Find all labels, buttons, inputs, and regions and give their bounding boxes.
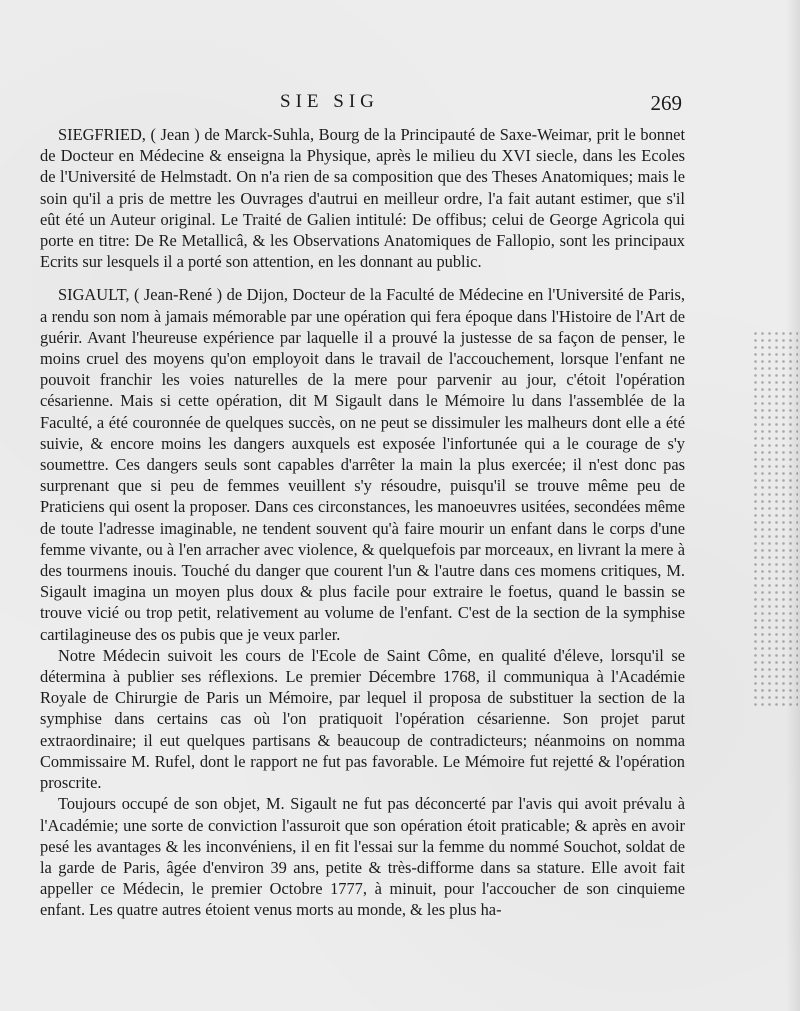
article-sigault-paragraph-3: Toujours occupé de son objet, M. Sigault ne fut pas déconcerté par l'avis qui avoit prévalu à l'Académie; une sorte de conviction l'assuroit que son opération étoit praticable; & après en avoir pesé les avantages & les inconvéniens, il en fit l'essai sur la femme du nommé Souchot, soldat de la garde de Paris, âgée d'environ 39 ans, petite & très-difforme dans sa stature. Elle avoit fait appeller ce Médecin, le premier Octobre 1777, à minuit, pour l'accoucher de son cinquieme enfant. Les quatre autres étoient venus morts au monde, & les plus ha- xyxy=(40,794,685,920)
page-edge-shadow xyxy=(786,0,800,1011)
page-number: 269 xyxy=(650,91,682,115)
text-body xyxy=(40,124,685,921)
running-head xyxy=(0,91,800,121)
article-siegfried-paragraph-1: SIEGFRIED, ( Jean ) de Marck-Suhla, Bourg de la Principauté de Saxe-Weimar, prit le bonnet de Docteur en Médecine & enseigna la Physique, après le milieu du XVI siecle, dans les Ecoles de l'Université de Helmstadt. On n'a rien de sa composition que des Theses Anatomiques; mais le soin qu'il a pris de mettre les Ouvrages d'autrui en meilleur ordre, l'a fait autant estimer, que s'il eût été un Auteur original. Le Traité de Galien intitulé: De offibus; celui de George Agricola qui porte en titre: De Re Metallicâ, & les Observations Anatomiques de Fallopio, sont les principaux Ecrits sur lesquels il a porté son attention, en les donnant au public. xyxy=(40,125,685,272)
article-sigault-paragraph-1: SIGAULT, ( Jean-René ) de Dijon, Docteur de la Faculté de Médecine en l'Université de Paris, a rendu son nom à jamais mémorable par une opération qui fera époque dans l'Histoire de l'Art de guérir. Avant l'heureuse expérience par laquelle il a prouvé la justesse de sa façon de penser, le moins cruel des moyens qu'on employoit dans le travail de l'accouchement, lorsque l'enfant ne pouvoit franchir les voies naturelles de la mere pour parvenir au jour, c'étoit l'opération césarienne. Mais si cette opération, dit M Sigault dans le Mémoire lu dans l'assemblée de la Faculté, a été couronnée de quelques succès, on ne peut se dissimuler les malheurs dont elle a été suivie, & encore moins les dangers auxquels est exposée l'infortunée qui a le courage de s'y soumettre. Ces dangers seuls sont capables d'arrêter la main la plus exercée; il n'est donc pas surprenant que si peu de femmes veuillent s'y résoudre, puisqu'il se trouve même peu de Praticiens qui osent la proposer. Dans ces circonstances, les manoeuvres usitées, secondées même de toute l'adresse imaginable, ne tendent souvent qu'à faire mourir un enfant dans le corps d'une femme vivante, ou à l'en arracher avec violence, & quelquefois par morceaux, en livrant la mere à des tourmens inouis. Touché du danger que courent l'un & l'autre dans ces momens critiques, M. Sigault imagina un moyen plus doux & plus facile pour extraire le foetus, quand le bassin se trouve vicié ou trop petit, relativement au volume de l'enfant. C'est de la section de la symphise cartilagineuse des os pubis que je veux parler. xyxy=(40,285,685,644)
running-title: SIE SIG xyxy=(280,91,379,112)
article-sigault-paragraph-2: Notre Médecin suivoit les cours de l'Ecole de Saint Côme, en qualité d'éleve, lorsqu'il se détermina à publier ses réflexions. Le premier Décembre 1768, il communiqua à l'Académie Royale de Chirurgie de Paris un Mémoire, par lequel il proposa de substituer la section de la symphise dans certains cas où l'on pratiquoit l'opération césarienne. Son projet parut extraordinaire; il eut quelques partisans & beaucoup de contradicteurs; néanmoins on nomma Commissaire M. Rufel, dont le rapport ne fut pas favorable. Le Mémoire fut rejetté & l'opération proscrite. xyxy=(40,645,685,793)
